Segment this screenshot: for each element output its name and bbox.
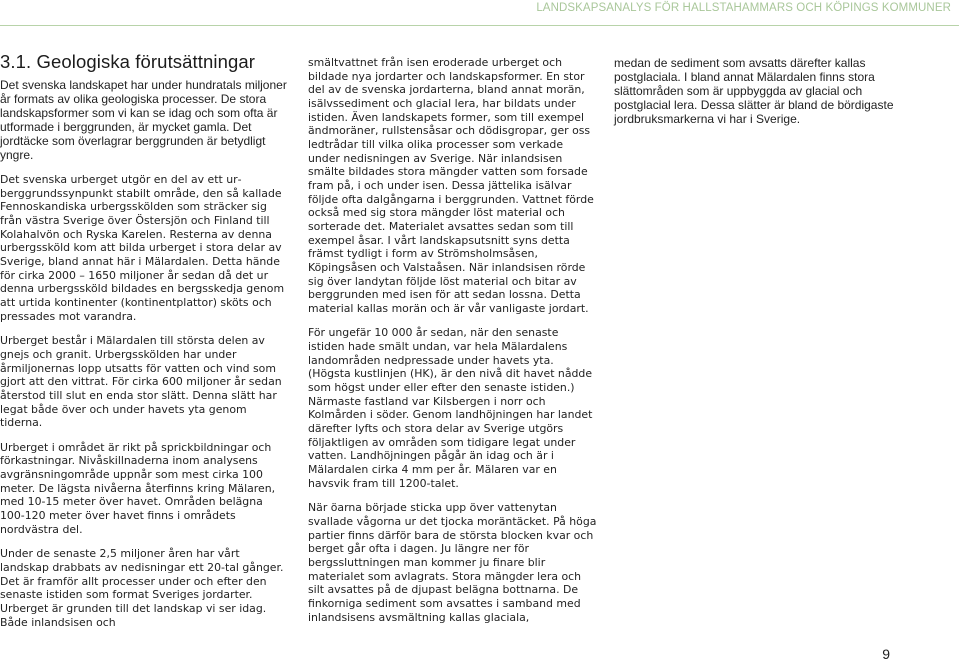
text-column-1 [0, 49, 290, 629]
paragraph: Urberget består i Mälardalen till största delen av gnejs och granit. Urbergsskölden har under årmiljonernas lopp utsatts för vatten och vind som gjort att den vittrat. För cirka 600 miljoner år sedan återstod till slut en enda stor slätt. Denna slätt har legat både över och under havets yta genom tiderna. [0, 334, 282, 430]
paragraph: För ungefär 10 000 år sedan, när den senaste istiden hade smält undan, var hela Mälardalens landområden nedpressade under havets yta. (Högsta kustlinjen (HK), är den nivå dit havet nådde som högst under eller efter den senaste istiden.) Närmaste fastland var Kilsbergen i norr och Kolmården i söder. Genom landhöjningen har landet därefter lyfts och stora delar av Sverige utgörs följaktligen av områden som tidigare legat under vatten. Landhöjningen pågår än idag och är i Mälardalen cirka 4 mm per år. Mälaren var en havsvik fram till 1200-talet. [308, 326, 593, 490]
header-rule [0, 25, 959, 26]
running-header: LANDSKAPSANALYS FÖR HALLSTAHAMMARS OCH KÖPINGS KOMMUNER [536, 2, 951, 14]
section-heading: 3.1. Geologiska förutsättningar [0, 51, 256, 72]
text-column-3 [614, 56, 904, 126]
page-header [0, 0, 959, 28]
intro-paragraph: Det svenska landskapet har under hundratals miljoner år formats av olika geologiska processer. De stora landskapsformer som vi kan se idag och som ofta är utformade i berggrunden, är mycket gamla. Det jordtäcke som överlagrar berggrunden är betydligt yngre. [0, 78, 287, 162]
paragraph: smältvattnet från isen eroderade urberget och bildade nya jordarter och landskapsformer. En stor del av de svenska jordarterna, bland annat morän, isälvssediment och glacial lera, har bildats under istiden. Även landskapets former, som till exempel ändmoräner, rullstensåsar och dödisgropar, ger oss ledtrådar till vilka olika processer som verkade under nedisningen av Sverige. När inlandsisen smälte bildades stora mängder vatten som forsade fram på, i och under isen. Dessa jättelika isälvar följde ofta dalgångarna i berggrunden. Vattnet förde också med sig stora mängder löst material och sorterade det. Materialet avsattes sedan som till exempel åsar. I vårt landskapsutsnitt syns detta främst tydligt i form av Strömsholmsåsen, Köpingsåsen och Valstaåsen. När inlandsisen rörde sig över landytan följde löst material och bitar av berggrunden med isen för att sedan lossna. Detta material kallas morän och är vår vanligaste jordart. [308, 56, 594, 315]
paragraph: När öarna började sticka upp över vattenytan svallade vågorna ur det tjocka moräntäcket. På höga partier finns därför bara de största blocken kvar och berget går ofta i dagen. Ju längre ner för bergssluttningen man kommer ju finare blir materialet som avlagrats. Stora mängder lera och silt avsattes på de djupast belägna bottnarna. De finkorniga sediment som avsattes i samband med inlandsisens avsmältning kallas glaciala, [308, 501, 597, 624]
paragraph: Under de senaste 2,5 miljoner åren har vårt landskap drabbats av nedisningar ett 20-tal gånger. Det är framför allt processer under och efter den senaste istiden som format Sveriges jordarter. Urberget är grunden till det landskap vi ser idag. Både inlandsisen och [0, 547, 284, 629]
paragraph: Det svenska urberget utgör en del av ett urberggrundssynpunkt stabilt område, den så kallade Fennoskandiska urbergsskölden som sträcker sig från västra Sverige över Östersjön och Finland till Kolahalvön och Ryska Karelen. Resterna av denna urbergssköld kom att bilda urberget i stora delar av Sverige, bland annat här i Mälardalen. Detta hände för cirka 2000 – 1650 miljoner år sedan då det ur denna urbergssköld bildades en bergsskedja genom att urtida kontinenter (kontinentplattor) sköts och pressades mot varandra. [0, 173, 285, 323]
paragraph: Urberget i området är rikt på sprickbildningar och förkastningar. Nivåskillnaderna inom analysens avgränsningområde uppnår som mest cirka 100 meter. De lägsta nivåerna återfinns kring Mälaren, med 10-15 meter över havet. Områden belägna 100-120 meter över havet finns i områdets nordvästra del. [0, 440, 276, 536]
page-number: 9 [882, 646, 890, 662]
paragraph: medan de sediment som avsatts därefter kallas postglaciala. I bland annat Mälardalen finns stora slättområden som är uppbyggda av glacial och postglacial lera. Dessa slätter är bland de bördigaste jordbruksmarkerna vi har i Sverige. [614, 56, 894, 126]
text-column-2 [308, 56, 598, 624]
